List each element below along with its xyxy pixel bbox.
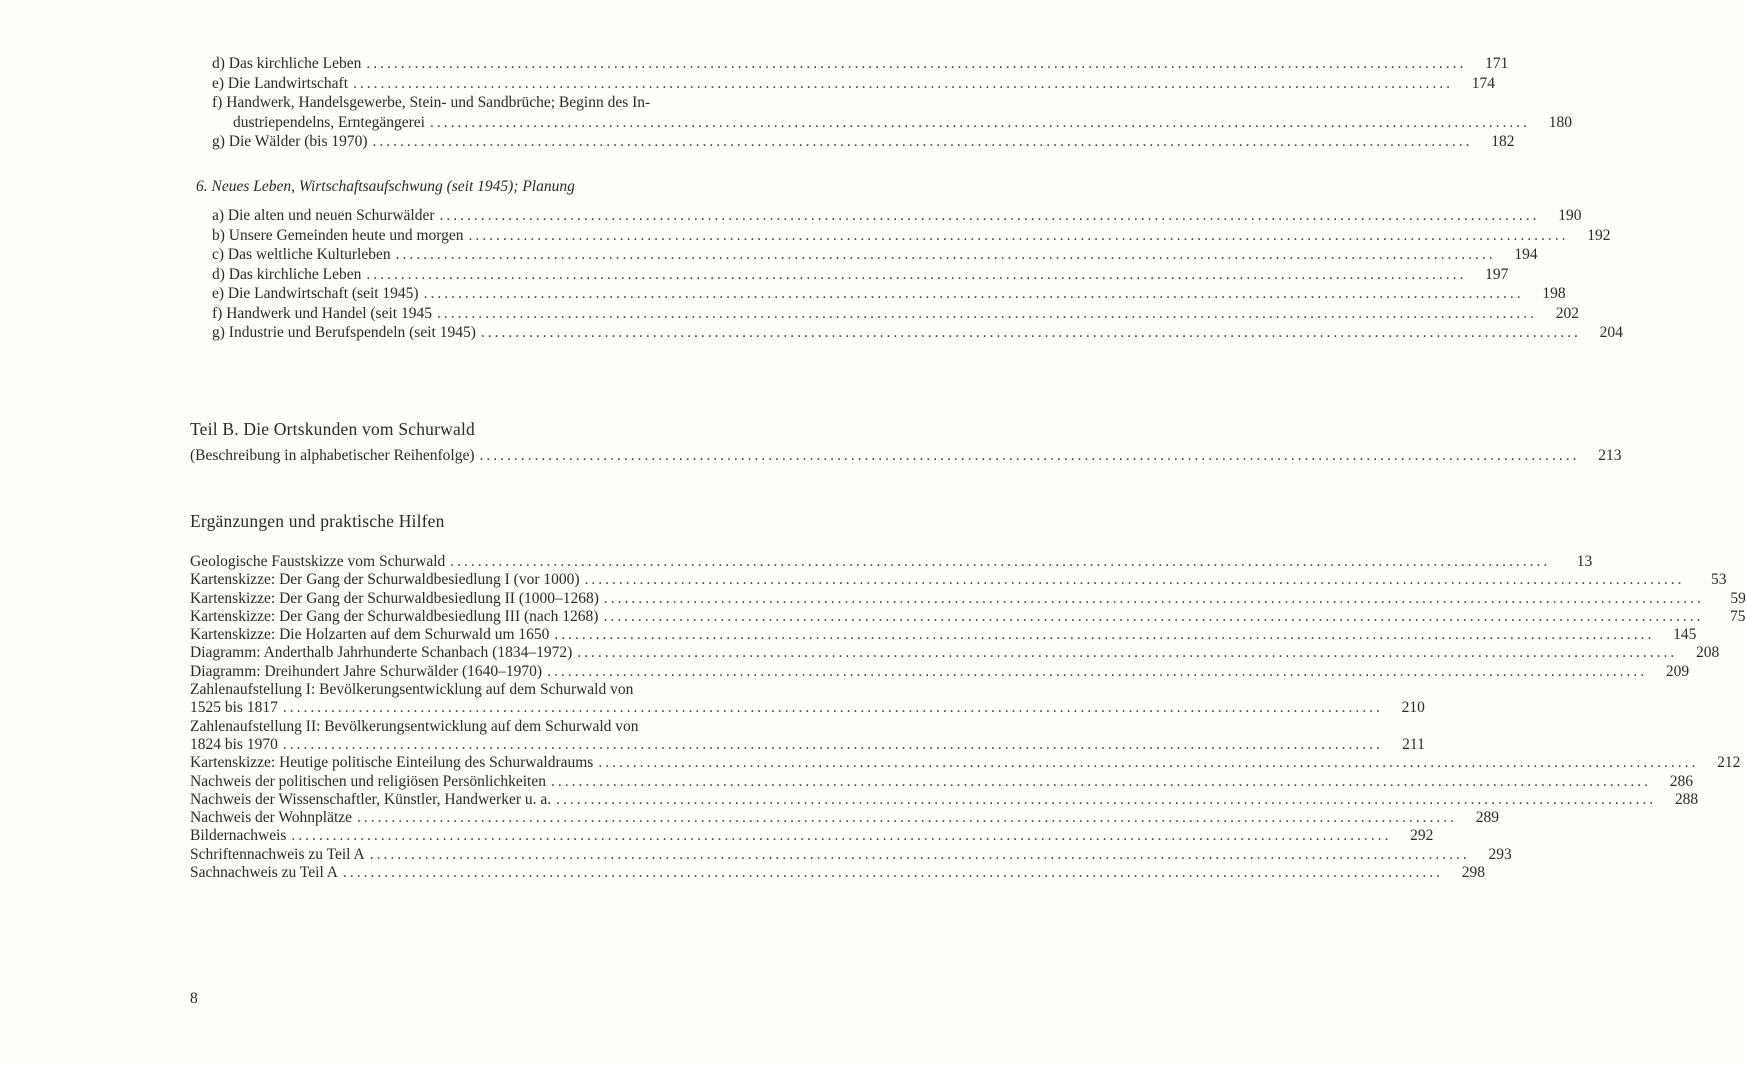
- dot-leader: ................................................................................................................................................................: [468, 226, 1569, 244]
- dot-leader: ................................................................................................................................................................: [291, 827, 1392, 845]
- toc-entry: [212, 265, 1509, 285]
- toc-entry: [190, 735, 1425, 754]
- toc-entry-title: 1525 bis 1817: [190, 699, 278, 717]
- teil-b-heading: Teil B. Die Ortskunden vom Schurwald: [190, 419, 475, 439]
- toc-entry-title: d) Das kirchliche Leben: [212, 55, 362, 72]
- dot-leader: ................................................................................................................................................................: [556, 790, 1657, 808]
- toc-entry: [190, 644, 1720, 662]
- toc-entry-title: Nachweis der Wohnplätze: [190, 809, 353, 827]
- dot-leader: ................................................................................................................................................................: [343, 864, 1443, 882]
- toc-entry: [190, 626, 1697, 644]
- dot-leader: ................................................................................................................................................................: [480, 324, 1581, 341]
- toc-entry-page: 53: [1711, 571, 1727, 589]
- toc-entry-page: 210: [1401, 699, 1425, 717]
- toc-entry-title: Diagramm: Anderthalb Jahrhunderte Schanbach (1834–1972): [190, 644, 573, 662]
- toc-entry-page: 198: [1542, 285, 1566, 302]
- dot-leader: ................................................................................................................................................................: [450, 553, 1551, 570]
- toc-entry-page: 292: [1410, 827, 1434, 845]
- dot-leader: ................................................................................................................................................................: [372, 133, 1473, 150]
- toc-entry-page: 298: [1461, 864, 1485, 882]
- ergaenzungen-list: [0, 553, 1746, 882]
- toc-entry-title: Kartenskizze: Der Gang der Schurwaldbesiedlung II (1000–1268): [190, 589, 599, 607]
- toc-entry-title: 1824 bis 1970: [190, 735, 278, 753]
- toc-entry-title-line1: Zahlenaufstellung I: Bevölkerungsentwicklung auf dem Schurwald von: [190, 681, 634, 699]
- toc-entry-page: 59: [1730, 589, 1746, 607]
- toc-entry-page: 208: [1695, 644, 1720, 662]
- dot-leader: ................................................................................................................................................................: [366, 265, 1467, 283]
- page-number: 8: [190, 990, 198, 1007]
- toc-entry-title: c) Das weltliche Kulturleben: [212, 246, 391, 263]
- toc-entry-page: 293: [1488, 845, 1512, 863]
- toc-entry: [212, 323, 1623, 343]
- toc-entry-page: 213: [1598, 447, 1622, 464]
- dot-leader: ................................................................................................................................................................: [366, 55, 1467, 72]
- toc-entry: [190, 607, 1746, 626]
- dot-leader: ................................................................................................................................................................: [282, 735, 1383, 753]
- toc-entry: [212, 206, 1582, 226]
- toc-entry: [212, 304, 1579, 324]
- toc-entry-page: 174: [1471, 74, 1495, 92]
- toc-entry: [190, 662, 1690, 681]
- dot-leader: ................................................................................................................................................................: [423, 285, 1524, 302]
- dot-leader: ................................................................................................................................................................: [554, 626, 1655, 644]
- toc-entry: [190, 571, 1727, 589]
- toc-entry-page: 202: [1555, 304, 1579, 322]
- toc-entry-page: 190: [1558, 207, 1582, 224]
- toc-entry-title: Geologische Faustskizze vom Schurwald: [190, 553, 446, 570]
- toc-entry-page: 211: [1402, 735, 1425, 753]
- toc-entry: [190, 790, 1699, 809]
- toc-entry: [212, 284, 1566, 304]
- toc-entry-title: g) Die Wälder (bis 1970): [212, 133, 368, 150]
- toc-entry-page: 180: [1548, 113, 1572, 131]
- toc-entry-title: g) Industrie und Berufspendeln (seit 1945): [212, 324, 476, 341]
- dot-leader: ................................................................................................................................................................: [353, 74, 1453, 92]
- toc-entry-page: 13: [1576, 553, 1593, 570]
- toc-entry-page: 192: [1587, 226, 1611, 244]
- toc-entry-title: Nachweis der Wissenschaftler, Künstler, Handwerker u. a.: [190, 790, 552, 808]
- dot-leader: ................................................................................................................................................................: [547, 662, 1648, 680]
- toc-entry-title: Kartenskizze: Heutige politische Einteilung des Schurwaldraums: [190, 754, 594, 772]
- dot-leader: ................................................................................................................................................................: [439, 207, 1540, 224]
- dot-leader: ................................................................................................................................................................: [357, 809, 1458, 827]
- toc-entry-page: 212: [1717, 754, 1741, 772]
- toc-entry-title: Sachnachweis zu Teil A: [190, 864, 338, 882]
- dot-leader: ................................................................................................................................................................: [577, 644, 1678, 662]
- toc-entry-title: Nachweis der politischen und religiösen Persönlichkeiten: [190, 772, 546, 790]
- toc-entry-page: 204: [1599, 324, 1623, 341]
- toc-entry: [190, 864, 1485, 882]
- toc-entry: [212, 226, 1611, 246]
- toc-entry: [190, 772, 1693, 791]
- toc-entry: [190, 699, 1425, 717]
- toc-entry: [190, 446, 1622, 466]
- toc-entry-page: 209: [1665, 662, 1690, 680]
- dot-leader: ................................................................................................................................................................: [550, 772, 1651, 790]
- toc-entry-page: 286: [1669, 772, 1693, 790]
- section6-list: [0, 206, 1623, 343]
- toc-entry-page: 145: [1673, 626, 1697, 644]
- toc-entry-title: (Beschreibung in alphabetischer Reihenfolge): [190, 447, 475, 464]
- section5-list: [0, 54, 1572, 152]
- toc-entry-title: d) Das kirchliche Leben: [212, 265, 362, 283]
- toc-entry: [190, 809, 1500, 827]
- toc-entry-title: dustriependelns, Erntegängerei: [233, 113, 425, 131]
- toc-entry: [190, 827, 1434, 845]
- toc-entry: [190, 553, 1593, 571]
- toc-entry-title: Bildernachweis: [190, 827, 287, 845]
- dot-leader: ................................................................................................................................................................: [429, 113, 1530, 131]
- toc-entry: [212, 245, 1538, 265]
- toc-entry-page: 197: [1485, 265, 1509, 283]
- toc-entry-page: 288: [1674, 790, 1699, 808]
- section6-heading: 6. Neues Leben, Wirtschaftsaufschwung (seit 1945); Planung: [196, 178, 575, 195]
- toc-entry-title: Kartenskizze: Der Gang der Schurwaldbesiedlung I (vor 1000): [190, 571, 580, 589]
- ergaenzungen-heading: Ergänzungen und praktische Hilfen: [190, 511, 445, 531]
- toc-entry-title: f) Handwerk und Handel (seit 1945: [212, 304, 432, 322]
- dot-leader: ................................................................................................................................................................: [603, 607, 1704, 625]
- dot-leader: ................................................................................................................................................................: [282, 699, 1383, 717]
- toc-entry-page: 289: [1475, 809, 1500, 827]
- toc-entry: [190, 845, 1512, 864]
- toc-entry-title: Kartenskizze: Die Holzarten auf dem Schurwald um 1650: [190, 626, 550, 644]
- toc-entry: [212, 113, 1572, 133]
- toc-entry-page: 171: [1485, 55, 1509, 72]
- dot-leader: ................................................................................................................................................................: [395, 246, 1496, 263]
- dot-leader: ................................................................................................................................................................: [584, 571, 1685, 589]
- toc-entry: [190, 754, 1741, 772]
- dot-leader: ................................................................................................................................................................: [603, 589, 1704, 607]
- dot-leader: ................................................................................................................................................................: [436, 304, 1537, 322]
- toc-entry-title: a) Die alten und neuen Schurwälder: [212, 207, 435, 224]
- toc-entry: [212, 54, 1509, 74]
- dot-leader: ................................................................................................................................................................: [598, 754, 1699, 772]
- toc-entry-title: b) Unsere Gemeinden heute und morgen: [212, 226, 464, 244]
- toc-entry-page: 75: [1729, 607, 1746, 625]
- toc-entry-title: Diagramm: Dreihundert Jahre Schurwälder (1640–1970): [190, 662, 543, 680]
- toc-entry: [190, 589, 1746, 608]
- toc-entry-title: Schriftennachweis zu Teil A: [190, 845, 365, 863]
- teil-b-entry: [0, 446, 1622, 466]
- toc-entry-page: 182: [1491, 133, 1515, 150]
- toc-entry: [212, 74, 1495, 94]
- toc-entry-title-line1: Zahlenaufstellung II: Bevölkerungsentwicklung auf dem Schurwald von: [190, 717, 639, 735]
- toc-entry: [212, 132, 1515, 152]
- dot-leader: ................................................................................................................................................................: [369, 845, 1470, 863]
- toc-entry-title: Kartenskizze: Der Gang der Schurwaldbesiedlung III (nach 1268): [190, 607, 599, 625]
- toc-entry-page: 194: [1514, 246, 1538, 263]
- toc-entry-title: e) Die Landwirtschaft (seit 1945): [212, 285, 419, 302]
- toc-entry-title-line1: f) Handwerk, Handelsgewerbe, Stein- und Sandbrüche; Beginn des In-: [212, 94, 651, 111]
- dot-leader: ................................................................................................................................................................: [479, 447, 1580, 464]
- toc-entry-title: e) Die Landwirtschaft: [212, 74, 348, 92]
